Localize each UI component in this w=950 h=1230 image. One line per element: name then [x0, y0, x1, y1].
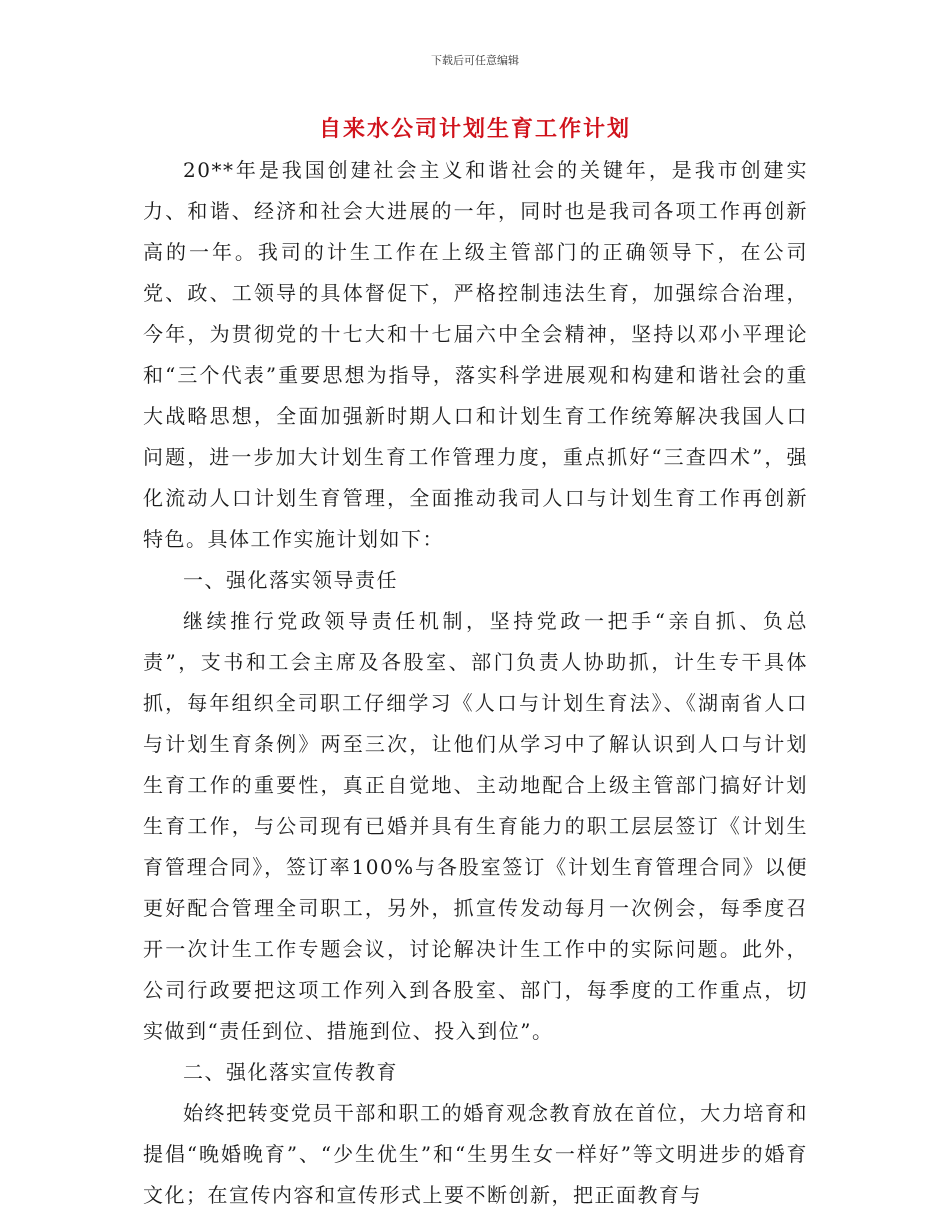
intro-paragraph: 20**年是我国创建社会主义和谐社会的关键年，是我市创建实力、和谐、经济和社会大进展的一年，同时也是我司各项工作再创新高的一年。我司的计生工作在上级主管部门的正确领导下，在公司党、政、工领导的具体督促下，严格控制违法生育，加强综合治理，今年，为贯彻党的十七大和十七届六中全会精神，坚持以邓小平理论和“三个代表”重要思想为指导，落实科学进展观和构建和谐社会的重大战略思想，全面加强新时期人口和计划生育工作统筹解决我国人口问题，进一步加大计划生育工作管理力度，重点抓好“三查四术”，强化流动人口计划生育管理，全面推动我司人口与计划生育工作再创新特色。具体工作实施计划如下： — [143, 158, 808, 551]
document-title: 自来水公司计划生育工作计划 — [318, 117, 631, 142]
document-body — [143, 150, 808, 1216]
page-header: 下载后可任意编辑 — [431, 54, 519, 67]
section-heading-1: 一、强化落实领导责任 — [183, 568, 398, 592]
section-1-paragraph: 继续推行党政领导责任机制，坚持党政一把手“亲自抓、负总责”，支书和工会主席及各股室、部门负责人协助抓，计生专干具体抓，每年组织全司职工仔细学习《人口与计划生育法》、《湖南省人口与计划生育条例》两至三次，让他们从学习中了解认识到人口与计划生育工作的重要性，真正自觉地、主动地配合上级主管部门搞好计划生育工作，与公司现有已婚并具有生育能力的职工层层签订《计划生育管理合同》，签订率100%与各股室签订《计划生育管理合同》以便更好配合管理全司职工，另外，抓宣传发动每月一次例会，每季度召开一次计生工作专题会议，讨论解决计生工作中的实际问题。此外，公司行政要把这项工作列入到各股室、部门，每季度的工作重点，切实做到“责任到位、措施到位、投入到位”。 — [143, 609, 808, 1043]
section-2-paragraph: 始终把转变党员干部和职工的婚育观念教育放在首位，大力培育和提倡“晚婚晚育”、“少生优生”和“生男生女一样好”等文明进步的婚育文化；在宣传内容和宣传形式上要不断创新，把正面教育与 — [143, 1101, 808, 1207]
section-heading-2: 二、强化落实宣传教育 — [183, 1060, 398, 1084]
